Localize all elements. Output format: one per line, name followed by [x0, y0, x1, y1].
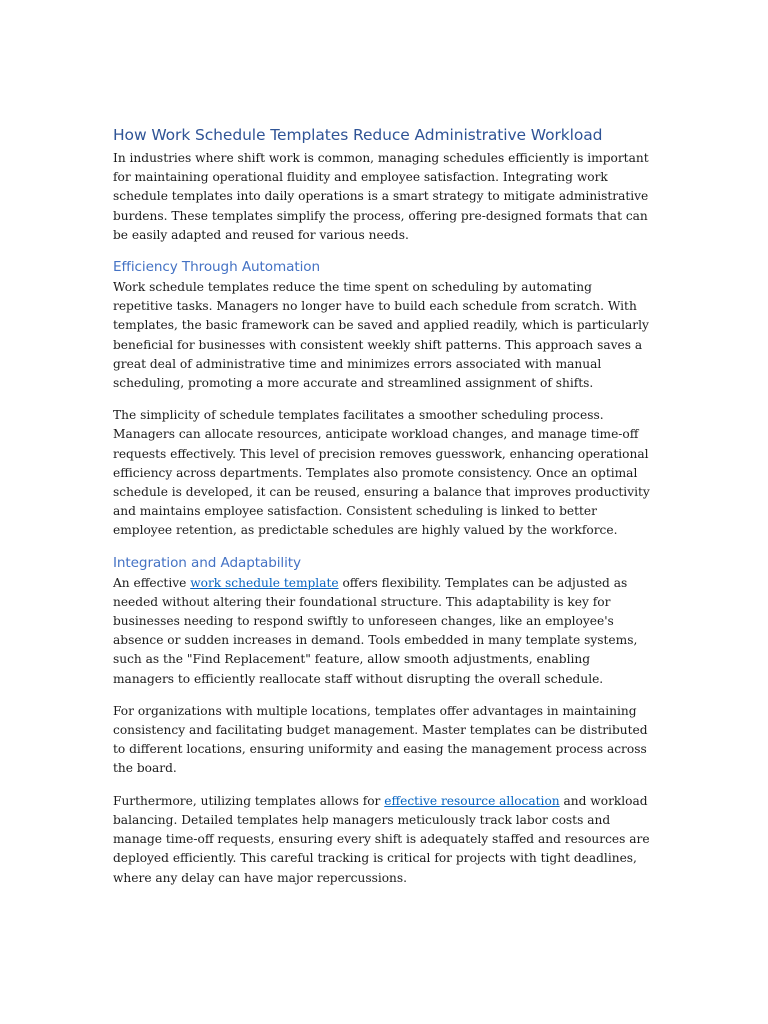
integration-p3-text-before: Furthermore, utilizing templates allows for: [113, 793, 385, 808]
integration-p1-text-before: An effective: [113, 575, 191, 590]
integration-paragraph-1: [113, 574, 653, 689]
effective-resource-allocation-link[interactable]: effective resource allocation: [384, 793, 560, 808]
efficiency-paragraph-2: The simplicity of schedule templates facilitates a smoother scheduling process. Managers can allocate resources, anticipate workload changes, and manage time-off requests effectively. This level of precision removes guesswork, enhancing operational efficiency across departments. Templates also promote consistency. Once an optimal schedule is developed, it can be reused, ensuring a balance that improves productivity and maintains employee satisfaction. Consistent scheduling is linked to better employee retention, as predictable schedules are highly valued by the workforce.: [113, 408, 650, 538]
section-heading-efficiency: Efficiency Through Automation: [113, 259, 320, 276]
document-page: [113, 125, 653, 901]
work-schedule-template-link[interactable]: work schedule template: [190, 575, 339, 590]
integration-paragraph-3: [113, 792, 653, 888]
section-heading-integration: Integration and Adaptability: [113, 554, 301, 571]
integration-paragraph-2: For organizations with multiple locations, templates offer advantages in maintaining consistency and facilitating budget management. Master templates can be distributed to different locations, ensuring uniformity and easing the management process across the board.: [113, 703, 648, 776]
document-title: How Work Schedule Templates Reduce Administrative Workload: [113, 126, 603, 144]
integration-p1-text-after: offers flexibility. Templates can be adjusted as needed without altering their foundational structure. This adaptability is key for businesses needing to respond swiftly to unforeseen changes, like an employee's absence or sudden increases in demand. Tools embedded in many template systems, such as the "Find Replacement" feature, allow smooth adjustments, enabling managers to efficiently reallocate staff without disrupting the overall schedule.: [113, 575, 638, 686]
intro-paragraph: In industries where shift work is common, managing schedules efficiently is important for maintaining operational fluidity and employee satisfaction. Integrating work schedule templates into daily operations is a smart strategy to mitigate administrative burdens. These templates simplify the process, offering pre-designed formats that can be easily adapted and reused for various needs.: [113, 151, 649, 242]
integration-p3-text-after: and workload balancing. Detailed templates help managers meticulously track labor costs and manage time-off requests, ensuring every shift is adequately staffed and resources are deployed efficiently. This careful tracking is critical for projects with tight deadlines, where any delay can have major repercussions.: [113, 793, 650, 885]
efficiency-paragraph-1: Work schedule templates reduce the time spent on scheduling by automating repetitive tasks. Managers no longer have to build each schedule from scratch. With templates, the basic framework can be saved and applied readily, which is particularly beneficial for businesses with consistent weekly shift patterns. This approach saves a great deal of administrative time and minimizes errors associated with manual scheduling, promoting a more accurate and streamlined assignment of shifts.: [113, 280, 649, 391]
